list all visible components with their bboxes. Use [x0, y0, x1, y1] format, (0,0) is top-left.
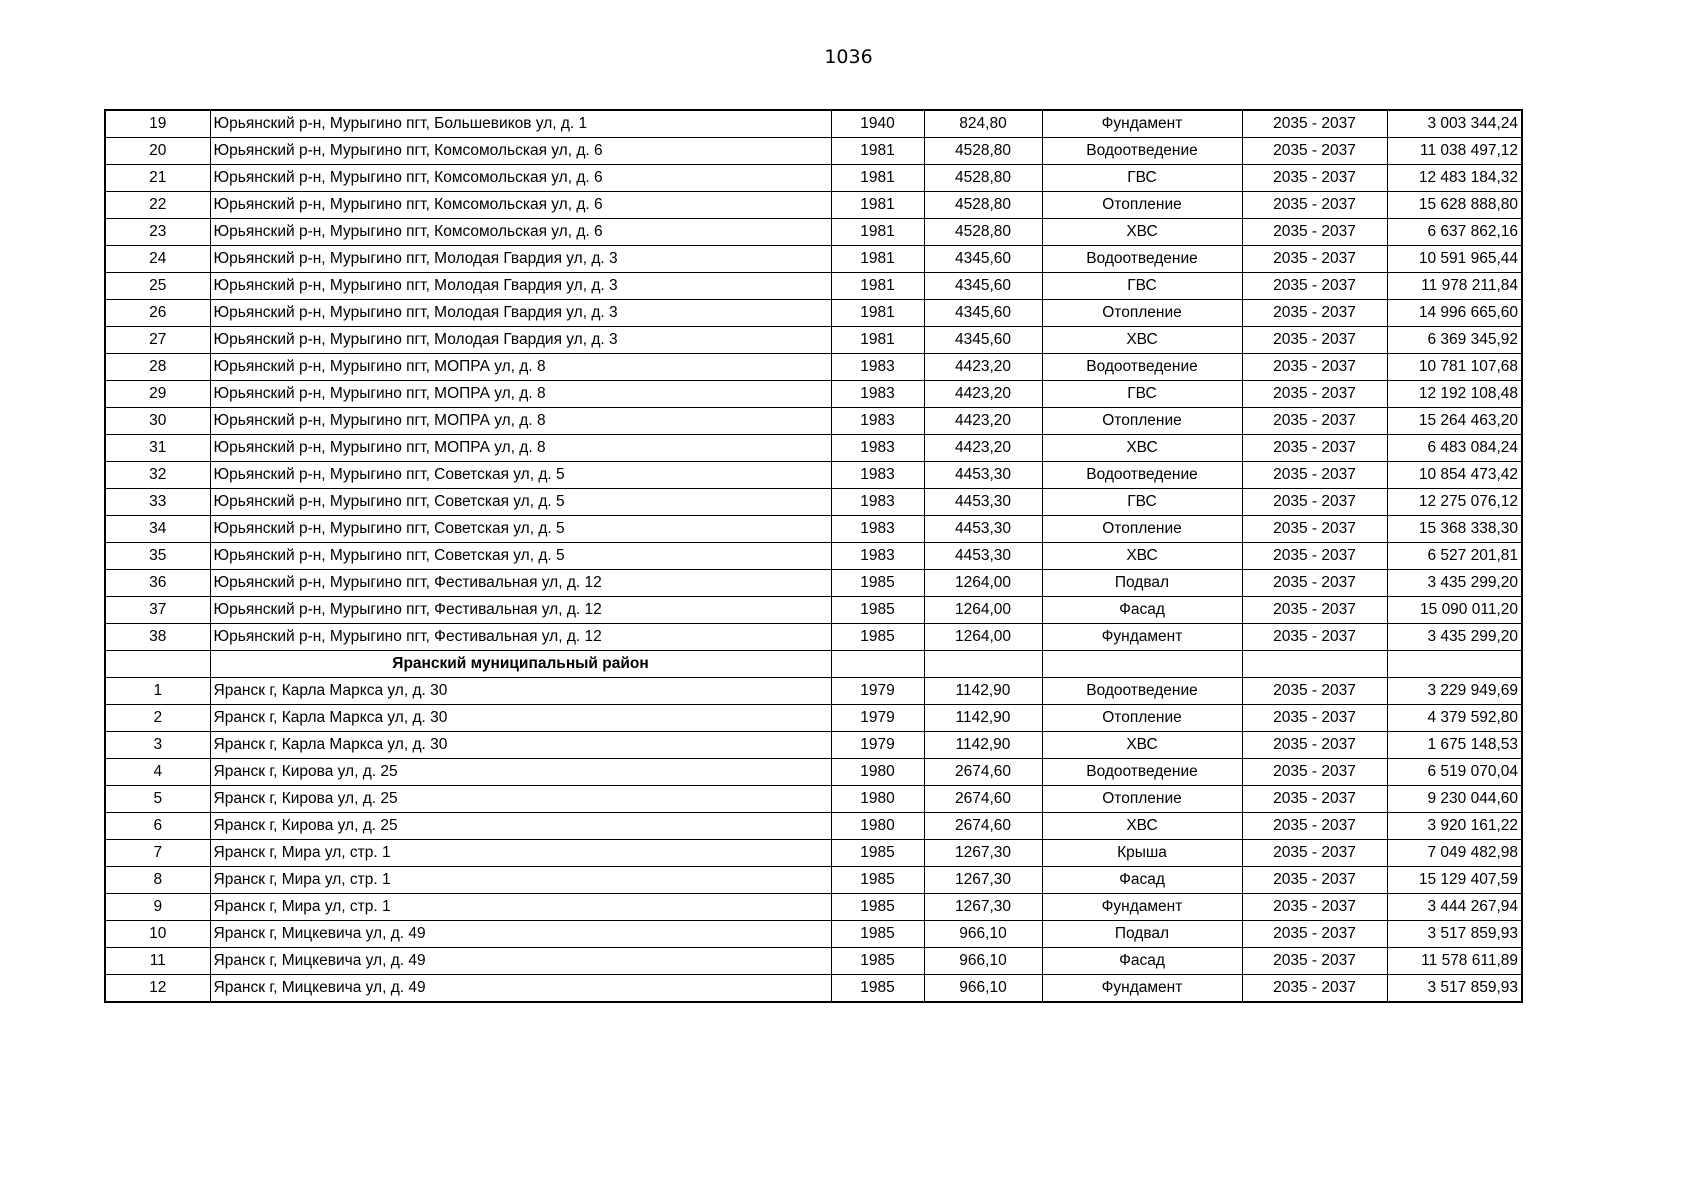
- period-cell: 2035 - 2037: [1242, 570, 1387, 597]
- build-year-cell: 1979: [831, 678, 924, 705]
- period-cell: 2035 - 2037: [1242, 867, 1387, 894]
- area-cell: 4453,30: [924, 462, 1042, 489]
- area-cell: 2674,60: [924, 759, 1042, 786]
- table-row: [105, 381, 1522, 408]
- address-cell: Юрьянский р-н, Мурыгино пгт, Фестивальная ул, д. 12: [210, 624, 831, 651]
- table-row: [105, 327, 1522, 354]
- row-number-cell: 26: [105, 300, 210, 327]
- area-cell: 4345,60: [924, 273, 1042, 300]
- address-cell: Яранск г, Кирова ул, д. 25: [210, 786, 831, 813]
- area-cell: 4423,20: [924, 354, 1042, 381]
- cost-cell: 6 519 070,04: [1387, 759, 1522, 786]
- table-row: [105, 678, 1522, 705]
- row-number-cell: 5: [105, 786, 210, 813]
- work-type-cell: ХВС: [1042, 813, 1242, 840]
- address-cell: Юрьянский р-н, Мурыгино пгт, МОПРА ул, д. 8: [210, 408, 831, 435]
- period-cell: 2035 - 2037: [1242, 786, 1387, 813]
- period-cell: 2035 - 2037: [1242, 462, 1387, 489]
- area-cell: 1142,90: [924, 678, 1042, 705]
- table-row: [105, 165, 1522, 192]
- table-row: [105, 219, 1522, 246]
- address-cell: Юрьянский р-н, Мурыгино пгт, Фестивальная ул, д. 12: [210, 597, 831, 624]
- table-row: [105, 786, 1522, 813]
- cost-cell: 15 628 888,80: [1387, 192, 1522, 219]
- cost-cell: 6 637 862,16: [1387, 219, 1522, 246]
- table-row: [105, 705, 1522, 732]
- cost-cell: 14 996 665,60: [1387, 300, 1522, 327]
- work-type-cell: [1042, 651, 1242, 678]
- period-cell: 2035 - 2037: [1242, 759, 1387, 786]
- row-number-cell: 36: [105, 570, 210, 597]
- table-row: [105, 273, 1522, 300]
- work-type-cell: Подвал: [1042, 570, 1242, 597]
- build-year-cell: 1979: [831, 732, 924, 759]
- table-row: [105, 462, 1522, 489]
- area-cell: [924, 651, 1042, 678]
- build-year-cell: 1985: [831, 948, 924, 975]
- build-year-cell: 1981: [831, 219, 924, 246]
- period-cell: 2035 - 2037: [1242, 948, 1387, 975]
- address-cell: Юрьянский р-н, Мурыгино пгт, Советская ул, д. 5: [210, 543, 831, 570]
- address-cell: Юрьянский р-н, Мурыгино пгт, Большевиков ул, д. 1: [210, 110, 831, 138]
- row-number-cell: 38: [105, 624, 210, 651]
- row-number-cell: 37: [105, 597, 210, 624]
- address-cell: Яранск г, Мицкевича ул, д. 49: [210, 921, 831, 948]
- period-cell: 2035 - 2037: [1242, 678, 1387, 705]
- table-row: [105, 597, 1522, 624]
- area-cell: 4423,20: [924, 381, 1042, 408]
- cost-cell: 3 435 299,20: [1387, 624, 1522, 651]
- build-year-cell: 1983: [831, 354, 924, 381]
- build-year-cell: 1983: [831, 408, 924, 435]
- table-row: [105, 840, 1522, 867]
- cost-cell: 11 578 611,89: [1387, 948, 1522, 975]
- build-year-cell: 1980: [831, 759, 924, 786]
- cost-cell: 4 379 592,80: [1387, 705, 1522, 732]
- period-cell: 2035 - 2037: [1242, 435, 1387, 462]
- row-number-cell: 34: [105, 516, 210, 543]
- work-type-cell: Водоотведение: [1042, 354, 1242, 381]
- repair-schedule-table: [104, 109, 1523, 1003]
- build-year-cell: 1985: [831, 894, 924, 921]
- build-year-cell: 1981: [831, 192, 924, 219]
- cost-cell: [1387, 651, 1522, 678]
- cost-cell: 3 435 299,20: [1387, 570, 1522, 597]
- row-number-cell: 32: [105, 462, 210, 489]
- cost-cell: 15 090 011,20: [1387, 597, 1522, 624]
- cost-cell: 15 368 338,30: [1387, 516, 1522, 543]
- build-year-cell: 1983: [831, 381, 924, 408]
- table-row: [105, 759, 1522, 786]
- cost-cell: 12 483 184,32: [1387, 165, 1522, 192]
- table-row: [105, 192, 1522, 219]
- build-year-cell: 1981: [831, 273, 924, 300]
- period-cell: 2035 - 2037: [1242, 894, 1387, 921]
- area-cell: 4528,80: [924, 165, 1042, 192]
- build-year-cell: 1985: [831, 597, 924, 624]
- area-cell: 1267,30: [924, 867, 1042, 894]
- period-cell: 2035 - 2037: [1242, 732, 1387, 759]
- work-type-cell: Крыша: [1042, 840, 1242, 867]
- address-cell: Яранск г, Кирова ул, д. 25: [210, 759, 831, 786]
- build-year-cell: 1985: [831, 624, 924, 651]
- work-type-cell: ГВС: [1042, 273, 1242, 300]
- period-cell: 2035 - 2037: [1242, 327, 1387, 354]
- section-title: Яранский муниципальный район: [210, 651, 831, 678]
- work-type-cell: Фасад: [1042, 948, 1242, 975]
- address-cell: Юрьянский р-н, Мурыгино пгт, МОПРА ул, д. 8: [210, 354, 831, 381]
- work-type-cell: Подвал: [1042, 921, 1242, 948]
- period-cell: 2035 - 2037: [1242, 840, 1387, 867]
- cost-cell: 6 527 201,81: [1387, 543, 1522, 570]
- table-row: [105, 408, 1522, 435]
- address-cell: Юрьянский р-н, Мурыгино пгт, Молодая Гвардия ул, д. 3: [210, 327, 831, 354]
- build-year-cell: 1985: [831, 975, 924, 1003]
- cost-cell: 15 129 407,59: [1387, 867, 1522, 894]
- work-type-cell: Отопление: [1042, 705, 1242, 732]
- cost-cell: 12 192 108,48: [1387, 381, 1522, 408]
- work-type-cell: Водоотведение: [1042, 138, 1242, 165]
- area-cell: 4423,20: [924, 408, 1042, 435]
- row-number-cell: 35: [105, 543, 210, 570]
- work-type-cell: ХВС: [1042, 219, 1242, 246]
- row-number-cell: 4: [105, 759, 210, 786]
- build-year-cell: 1985: [831, 840, 924, 867]
- area-cell: 2674,60: [924, 813, 1042, 840]
- address-cell: Юрьянский р-н, Мурыгино пгт, МОПРА ул, д. 8: [210, 435, 831, 462]
- row-number-cell: 27: [105, 327, 210, 354]
- work-type-cell: Фасад: [1042, 867, 1242, 894]
- address-cell: Яранск г, Карла Маркса ул, д. 30: [210, 732, 831, 759]
- row-number-cell: 33: [105, 489, 210, 516]
- area-cell: 4453,30: [924, 489, 1042, 516]
- table-row: [105, 110, 1522, 138]
- cost-cell: 3 229 949,69: [1387, 678, 1522, 705]
- area-cell: 4345,60: [924, 300, 1042, 327]
- row-number-cell: 25: [105, 273, 210, 300]
- table-row: [105, 300, 1522, 327]
- row-number-cell: 21: [105, 165, 210, 192]
- cost-cell: 10 781 107,68: [1387, 354, 1522, 381]
- area-cell: 1264,00: [924, 597, 1042, 624]
- address-cell: Яранск г, Карла Маркса ул, д. 30: [210, 678, 831, 705]
- address-cell: Юрьянский р-н, Мурыгино пгт, МОПРА ул, д. 8: [210, 381, 831, 408]
- area-cell: 824,80: [924, 110, 1042, 138]
- period-cell: 2035 - 2037: [1242, 246, 1387, 273]
- row-number-cell: 22: [105, 192, 210, 219]
- build-year-cell: 1981: [831, 327, 924, 354]
- table-row: [105, 138, 1522, 165]
- cost-cell: 10 591 965,44: [1387, 246, 1522, 273]
- address-cell: Юрьянский р-н, Мурыгино пгт, Советская ул, д. 5: [210, 489, 831, 516]
- address-cell: Яранск г, Мира ул, стр. 1: [210, 894, 831, 921]
- build-year-cell: 1981: [831, 165, 924, 192]
- table-row: [105, 543, 1522, 570]
- build-year-cell: 1983: [831, 516, 924, 543]
- period-cell: 2035 - 2037: [1242, 921, 1387, 948]
- table-row: [105, 435, 1522, 462]
- period-cell: 2035 - 2037: [1242, 408, 1387, 435]
- area-cell: 1264,00: [924, 624, 1042, 651]
- row-number-cell: 3: [105, 732, 210, 759]
- build-year-cell: 1980: [831, 786, 924, 813]
- cost-cell: 1 675 148,53: [1387, 732, 1522, 759]
- build-year-cell: 1981: [831, 246, 924, 273]
- row-number-cell: 19: [105, 110, 210, 138]
- work-type-cell: ГВС: [1042, 381, 1242, 408]
- cost-cell: 3 517 859,93: [1387, 975, 1522, 1003]
- row-number-cell: 24: [105, 246, 210, 273]
- address-cell: Юрьянский р-н, Мурыгино пгт, Комсомольская ул, д. 6: [210, 219, 831, 246]
- work-type-cell: Фундамент: [1042, 894, 1242, 921]
- work-type-cell: ХВС: [1042, 543, 1242, 570]
- cost-cell: 7 049 482,98: [1387, 840, 1522, 867]
- period-cell: 2035 - 2037: [1242, 138, 1387, 165]
- build-year-cell: [831, 651, 924, 678]
- period-cell: 2035 - 2037: [1242, 219, 1387, 246]
- address-cell: Юрьянский р-н, Мурыгино пгт, Комсомольская ул, д. 6: [210, 165, 831, 192]
- work-type-cell: Водоотведение: [1042, 678, 1242, 705]
- cost-cell: 3 920 161,22: [1387, 813, 1522, 840]
- area-cell: 1267,30: [924, 894, 1042, 921]
- area-cell: 4453,30: [924, 516, 1042, 543]
- build-year-cell: 1981: [831, 300, 924, 327]
- work-type-cell: ГВС: [1042, 165, 1242, 192]
- period-cell: 2035 - 2037: [1242, 705, 1387, 732]
- work-type-cell: ХВС: [1042, 327, 1242, 354]
- period-cell: 2035 - 2037: [1242, 975, 1387, 1003]
- area-cell: 4528,80: [924, 138, 1042, 165]
- cost-cell: 3 517 859,93: [1387, 921, 1522, 948]
- build-year-cell: 1979: [831, 705, 924, 732]
- build-year-cell: 1940: [831, 110, 924, 138]
- work-type-cell: Отопление: [1042, 786, 1242, 813]
- cost-cell: 6 483 084,24: [1387, 435, 1522, 462]
- cost-cell: 9 230 044,60: [1387, 786, 1522, 813]
- build-year-cell: 1985: [831, 570, 924, 597]
- period-cell: 2035 - 2037: [1242, 597, 1387, 624]
- work-type-cell: ГВС: [1042, 489, 1242, 516]
- area-cell: 966,10: [924, 948, 1042, 975]
- cost-cell: 12 275 076,12: [1387, 489, 1522, 516]
- period-cell: 2035 - 2037: [1242, 110, 1387, 138]
- row-number-cell: 12: [105, 975, 210, 1003]
- work-type-cell: Фундамент: [1042, 624, 1242, 651]
- period-cell: [1242, 651, 1387, 678]
- period-cell: 2035 - 2037: [1242, 300, 1387, 327]
- address-cell: Яранск г, Карла Маркса ул, д. 30: [210, 705, 831, 732]
- build-year-cell: 1983: [831, 462, 924, 489]
- row-number-cell: [105, 651, 210, 678]
- row-number-cell: 28: [105, 354, 210, 381]
- area-cell: 1267,30: [924, 840, 1042, 867]
- build-year-cell: 1983: [831, 435, 924, 462]
- area-cell: 2674,60: [924, 786, 1042, 813]
- address-cell: Юрьянский р-н, Мурыгино пгт, Молодая Гвардия ул, д. 3: [210, 300, 831, 327]
- table-row: [105, 813, 1522, 840]
- table-row: [105, 516, 1522, 543]
- row-number-cell: 8: [105, 867, 210, 894]
- table-row: [105, 246, 1522, 273]
- period-cell: 2035 - 2037: [1242, 165, 1387, 192]
- table-row: [105, 975, 1522, 1003]
- table-row: [105, 624, 1522, 651]
- row-number-cell: 29: [105, 381, 210, 408]
- address-cell: Яранск г, Мира ул, стр. 1: [210, 867, 831, 894]
- row-number-cell: 11: [105, 948, 210, 975]
- work-type-cell: Фасад: [1042, 597, 1242, 624]
- cost-cell: 10 854 473,42: [1387, 462, 1522, 489]
- cost-cell: 6 369 345,92: [1387, 327, 1522, 354]
- table-row: [105, 354, 1522, 381]
- area-cell: 4528,80: [924, 192, 1042, 219]
- build-year-cell: 1981: [831, 138, 924, 165]
- area-cell: 966,10: [924, 975, 1042, 1003]
- work-type-cell: Отопление: [1042, 300, 1242, 327]
- period-cell: 2035 - 2037: [1242, 354, 1387, 381]
- area-cell: 4453,30: [924, 543, 1042, 570]
- address-cell: Яранск г, Мира ул, стр. 1: [210, 840, 831, 867]
- address-cell: Юрьянский р-н, Мурыгино пгт, Фестивальная ул, д. 12: [210, 570, 831, 597]
- address-cell: Юрьянский р-н, Мурыгино пгт, Советская ул, д. 5: [210, 516, 831, 543]
- table-row: [105, 921, 1522, 948]
- row-number-cell: 20: [105, 138, 210, 165]
- cost-cell: 11 038 497,12: [1387, 138, 1522, 165]
- row-number-cell: 10: [105, 921, 210, 948]
- build-year-cell: 1985: [831, 867, 924, 894]
- table-row: [105, 894, 1522, 921]
- area-cell: 1142,90: [924, 705, 1042, 732]
- work-type-cell: Фундамент: [1042, 110, 1242, 138]
- address-cell: Юрьянский р-н, Мурыгино пгт, Советская ул, д. 5: [210, 462, 831, 489]
- area-cell: 4528,80: [924, 219, 1042, 246]
- table-row: [105, 948, 1522, 975]
- cost-cell: 15 264 463,20: [1387, 408, 1522, 435]
- address-cell: Яранск г, Мицкевича ул, д. 49: [210, 948, 831, 975]
- cost-cell: 3 444 267,94: [1387, 894, 1522, 921]
- table-row: [105, 570, 1522, 597]
- address-cell: Юрьянский р-н, Мурыгино пгт, Комсомольская ул, д. 6: [210, 138, 831, 165]
- work-type-cell: Водоотведение: [1042, 759, 1242, 786]
- build-year-cell: 1985: [831, 921, 924, 948]
- table-row: [105, 867, 1522, 894]
- page-number: 1036: [824, 46, 873, 68]
- period-cell: 2035 - 2037: [1242, 489, 1387, 516]
- cost-cell: 11 978 211,84: [1387, 273, 1522, 300]
- work-type-cell: Фундамент: [1042, 975, 1242, 1003]
- address-cell: Юрьянский р-н, Мурыгино пгт, Комсомольская ул, д. 6: [210, 192, 831, 219]
- row-number-cell: 30: [105, 408, 210, 435]
- work-type-cell: Отопление: [1042, 192, 1242, 219]
- work-type-cell: Водоотведение: [1042, 462, 1242, 489]
- period-cell: 2035 - 2037: [1242, 516, 1387, 543]
- period-cell: 2035 - 2037: [1242, 813, 1387, 840]
- cost-cell: 3 003 344,24: [1387, 110, 1522, 138]
- address-cell: Юрьянский р-н, Мурыгино пгт, Молодая Гвардия ул, д. 3: [210, 273, 831, 300]
- area-cell: 1142,90: [924, 732, 1042, 759]
- area-cell: 4345,60: [924, 246, 1042, 273]
- period-cell: 2035 - 2037: [1242, 381, 1387, 408]
- address-cell: Яранск г, Мицкевича ул, д. 49: [210, 975, 831, 1003]
- row-number-cell: 6: [105, 813, 210, 840]
- period-cell: 2035 - 2037: [1242, 192, 1387, 219]
- build-year-cell: 1983: [831, 543, 924, 570]
- build-year-cell: 1980: [831, 813, 924, 840]
- row-number-cell: 31: [105, 435, 210, 462]
- row-number-cell: 9: [105, 894, 210, 921]
- work-type-cell: Водоотведение: [1042, 246, 1242, 273]
- area-cell: 4345,60: [924, 327, 1042, 354]
- table-row: [105, 732, 1522, 759]
- period-cell: 2035 - 2037: [1242, 543, 1387, 570]
- table-body: [105, 110, 1522, 1002]
- table-row: [105, 489, 1522, 516]
- section-header-row: [105, 651, 1522, 678]
- area-cell: 1264,00: [924, 570, 1042, 597]
- build-year-cell: 1983: [831, 489, 924, 516]
- address-cell: Юрьянский р-н, Мурыгино пгт, Молодая Гвардия ул, д. 3: [210, 246, 831, 273]
- work-type-cell: ХВС: [1042, 435, 1242, 462]
- address-cell: Яранск г, Кирова ул, д. 25: [210, 813, 831, 840]
- row-number-cell: 1: [105, 678, 210, 705]
- work-type-cell: ХВС: [1042, 732, 1242, 759]
- period-cell: 2035 - 2037: [1242, 273, 1387, 300]
- period-cell: 2035 - 2037: [1242, 624, 1387, 651]
- area-cell: 966,10: [924, 921, 1042, 948]
- row-number-cell: 7: [105, 840, 210, 867]
- area-cell: 4423,20: [924, 435, 1042, 462]
- work-type-cell: Отопление: [1042, 408, 1242, 435]
- row-number-cell: 23: [105, 219, 210, 246]
- work-type-cell: Отопление: [1042, 516, 1242, 543]
- row-number-cell: 2: [105, 705, 210, 732]
